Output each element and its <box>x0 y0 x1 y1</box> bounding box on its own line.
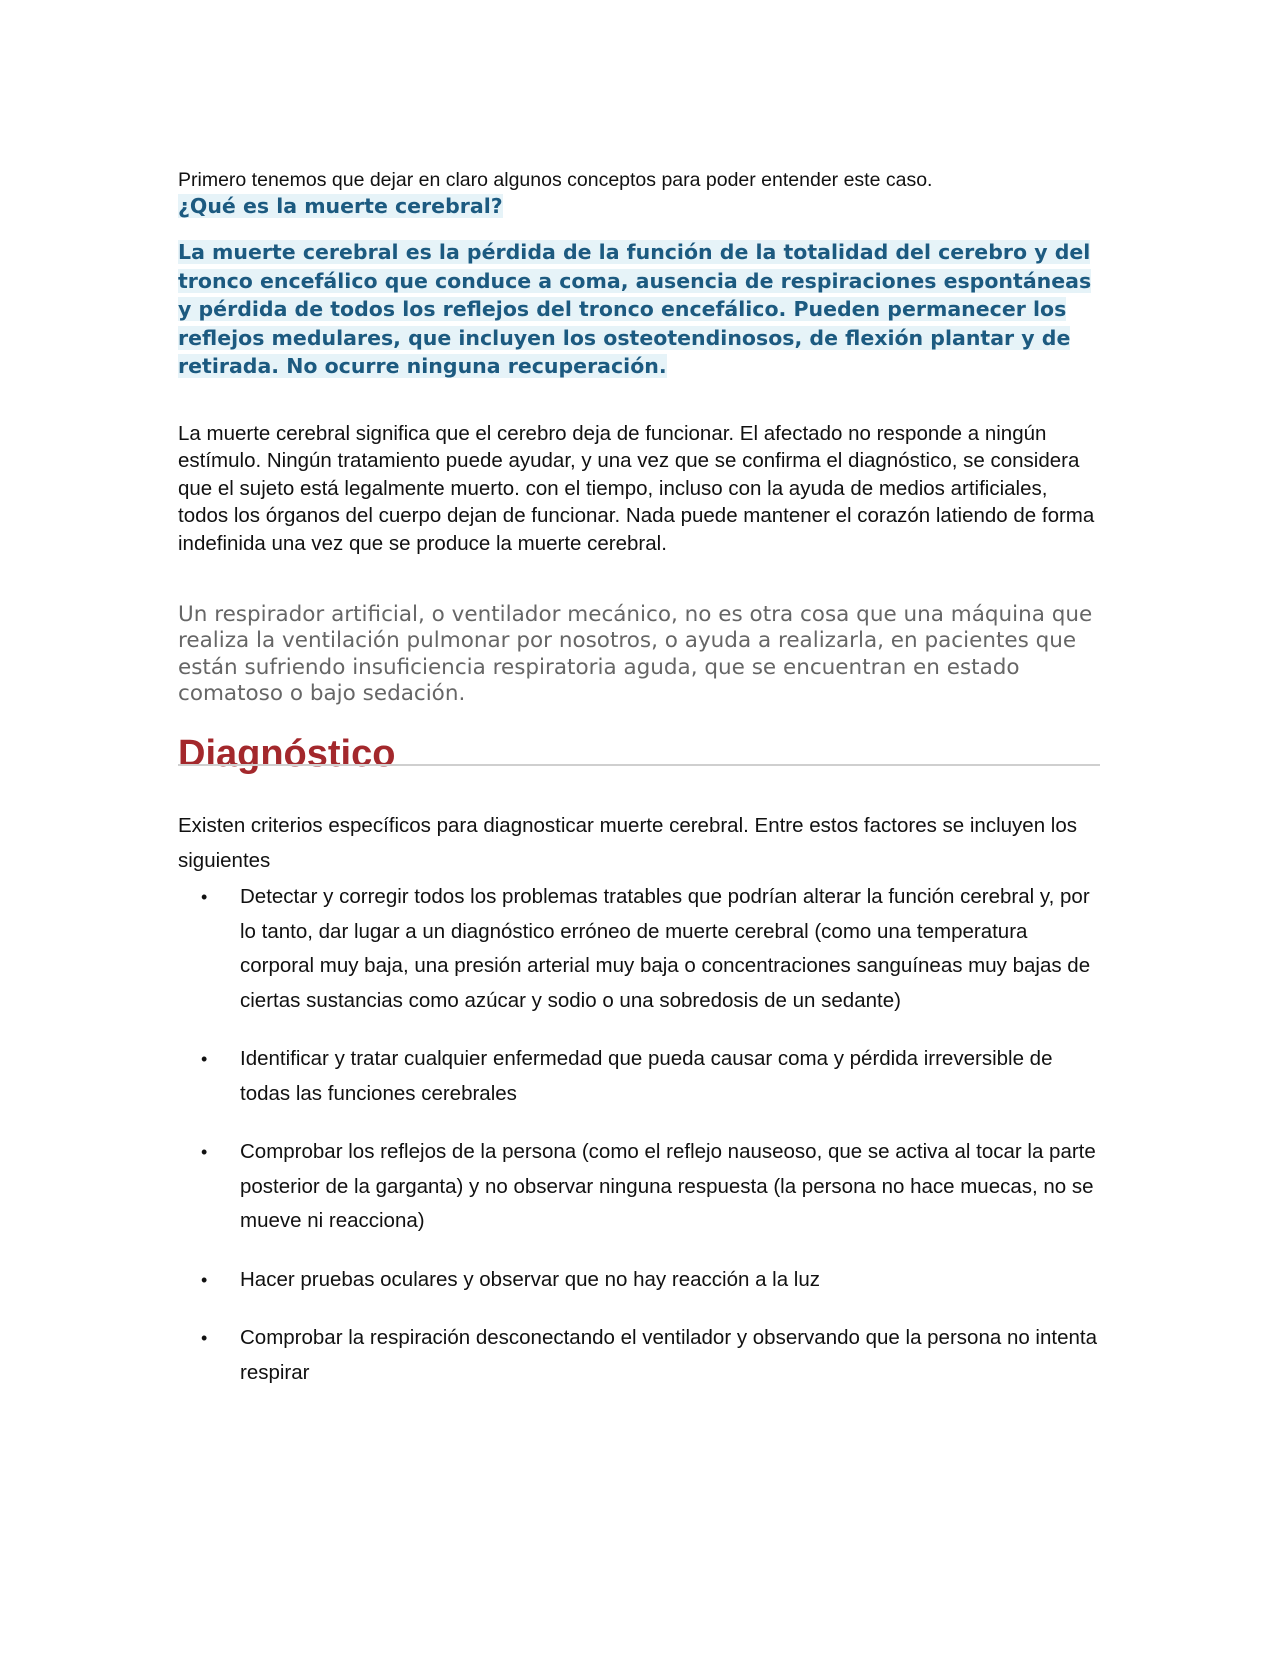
list-item-text: Detectar y corregir todos los problemas tratables que podrían alterar la función cerebral y, por lo tanto, dar lugar a un diagnóstico erróneo de muerte cerebral (como una temperatura corporal muy baja, una presión arterial muy baja o concentraciones sanguíneas muy bajas de ciertas sustancias como azúcar y sodio o una sobredosis de un sedante) <box>240 885 1091 1012</box>
explanation-paragraph: La muerte cerebral significa que el cerebro deja de funcionar. El afectado no responde a ningún estímulo. Ningún tratamiento puede ayudar, y una vez que se confirma el diagnóstico, se considera que el sujeto está legalmente muerto. con el tiempo, incluso con la ayuda de medios artificiales, todos los órganos del cuerpo dejan de funcionar. Nada puede mantener el corazón latiendo de forma indefinida una vez que se produce la muerte cerebral. <box>178 421 1095 555</box>
bullet-icon: • <box>201 1269 208 1290</box>
bullet-icon: • <box>201 887 208 907</box>
definition-text: La muerte cerebral es la pérdida de la función de la totalidad del cerebro y del tronco encefálico que conduce a coma, ausencia de respiraciones espontáneas y pérdida de todos los reflejos del tronco encefálico. Pueden permanecer los reflejos medulares, que incluyen los osteotendinosos, de flexión plantar y de retirada. No ocurre ninguna recuperación. <box>178 240 1092 378</box>
question-text: ¿Qué es la muerte cerebral? <box>178 194 503 218</box>
question-heading <box>178 192 503 220</box>
diagnosis-heading: Diagnóstico <box>178 732 396 775</box>
criteria-list <box>178 880 1100 1414</box>
list-item-text: Comprobar los reflejos de la persona (como el reflejo nauseoso, que se activa al tocar la parte posterior de la garganta) y no observar ninguna respuesta (la persona no hace muecas, no se mueve ni reacciona) <box>240 1140 1096 1232</box>
list-item <box>178 880 1100 1018</box>
list-item-text: Comprobar la respiración desconectando el ventilador y observando que la persona no intenta respirar <box>240 1326 1097 1384</box>
list-item <box>178 1135 1100 1239</box>
list-item <box>178 1042 1100 1111</box>
criteria-intro-paragraph: Existen criterios específicos para diagnosticar muerte cerebral. Entre estos factores se incluyen los siguientes <box>178 813 1077 872</box>
bullet-icon: • <box>201 1328 208 1348</box>
intro-paragraph: Primero tenemos que dejar en claro algunos conceptos para poder entender este caso. <box>178 168 933 191</box>
list-item-text: Hacer pruebas oculares y observar que no hay reacción a la luz <box>240 1267 821 1291</box>
list-item <box>178 1321 1100 1390</box>
bullet-icon: • <box>201 1142 208 1162</box>
respirator-paragraph: Un respirador artificial, o ventilador mecánico, no es otra cosa que una máquina que realiza la ventilación pulmonar por nosotros, o ayuda a realizarla, en pacientes que están sufriendo insuficiencia respiratoria aguda, que se encuentran en estado comatoso o bajo sedación. <box>178 601 1093 706</box>
definition-paragraph <box>178 238 1100 381</box>
heading-divider <box>178 764 1100 766</box>
bullet-icon: • <box>201 1049 208 1069</box>
list-item <box>178 1263 1100 1298</box>
list-item-text: Identificar y tratar cualquier enfermedad que pueda causar coma y pérdida irreversible de todas las funciones cerebrales <box>240 1047 1053 1105</box>
